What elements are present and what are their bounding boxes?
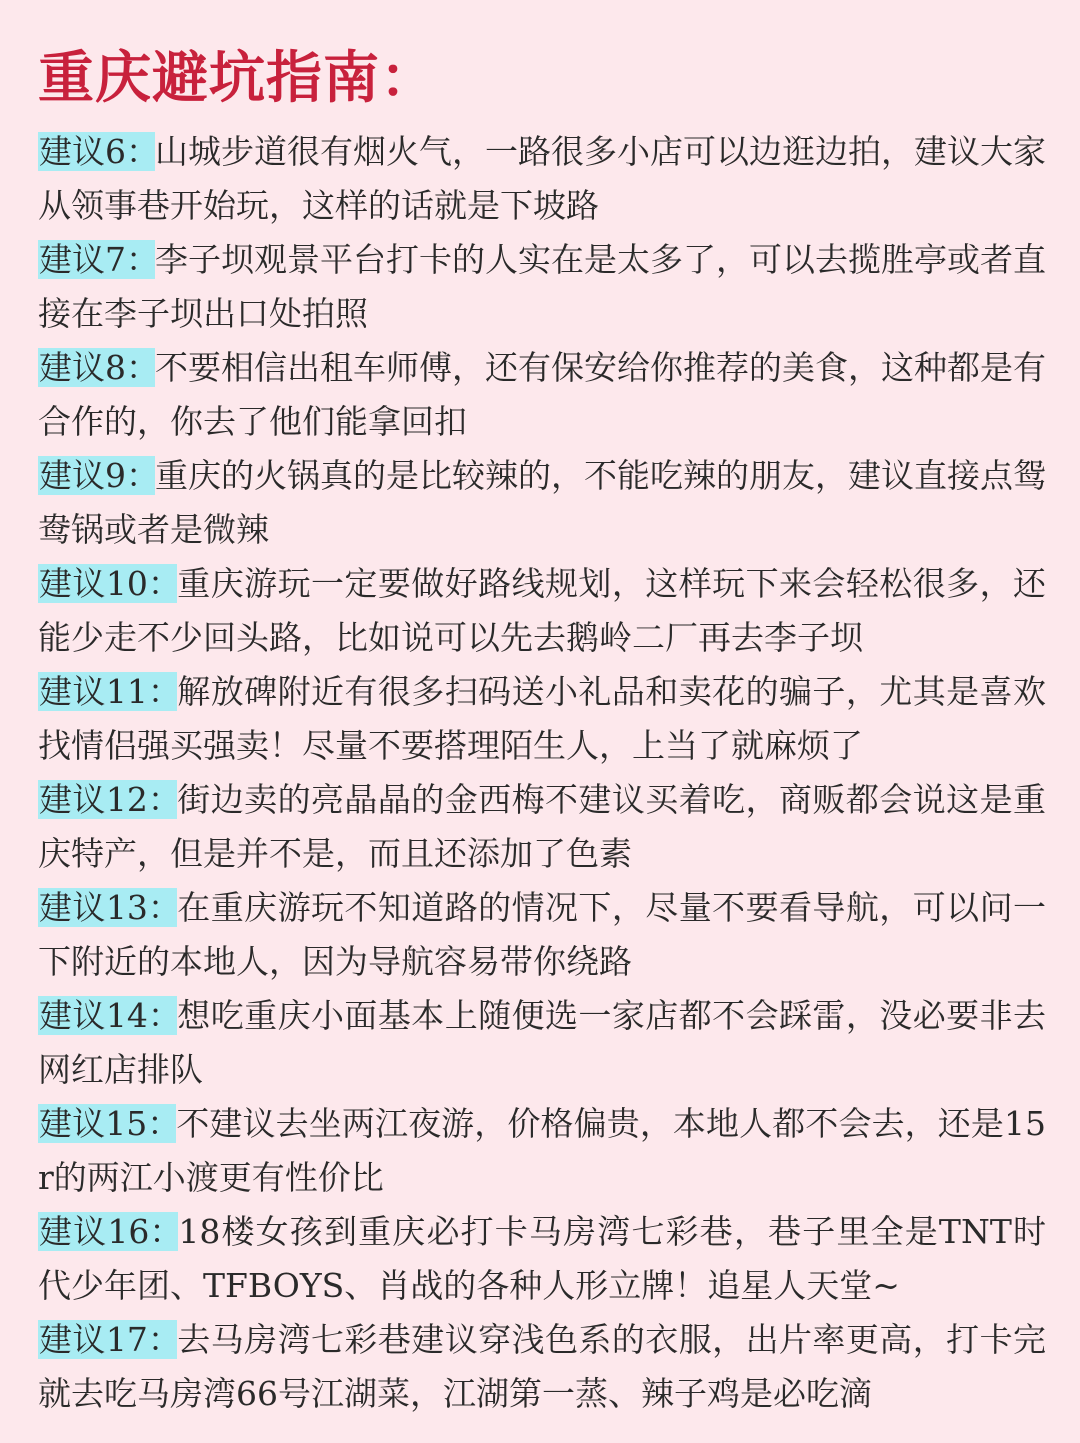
tip-label-text: 建议12 bbox=[39, 780, 148, 819]
tip-colon: ： bbox=[126, 132, 159, 171]
tip-colon: ： bbox=[147, 888, 181, 927]
tip-item bbox=[38, 125, 1046, 233]
tip-colon: ： bbox=[147, 564, 181, 603]
tip-label-text: 建议16 bbox=[39, 1212, 150, 1251]
tip-item bbox=[38, 1313, 1046, 1421]
tip-item bbox=[38, 1097, 1046, 1205]
tip-colon: ： bbox=[147, 1320, 181, 1359]
tip-label bbox=[38, 456, 159, 495]
tip-label-text: 建议11 bbox=[39, 672, 148, 711]
tip-colon: ： bbox=[126, 456, 159, 495]
tip-label bbox=[38, 1104, 181, 1143]
tip-label bbox=[38, 672, 181, 711]
tip-label bbox=[38, 240, 159, 279]
page-title: 重庆避坑指南： bbox=[38, 45, 437, 111]
tip-text: 去马房湾七彩巷建议穿浅色系的衣服，出片率更高，打卡完就去吃马房湾66号江湖菜，江湖第一蒸、辣子鸡是必吃滴 bbox=[38, 1320, 1047, 1413]
tip-label bbox=[38, 780, 181, 819]
tip-label-text: 建议7 bbox=[39, 240, 126, 279]
tip-item bbox=[38, 1205, 1046, 1313]
tip-label-text: 建议17 bbox=[39, 1320, 148, 1359]
tip-label bbox=[38, 564, 181, 603]
tip-item bbox=[38, 773, 1046, 881]
tip-label-text: 建议14 bbox=[39, 996, 148, 1035]
tip-label bbox=[38, 132, 159, 171]
tip-item bbox=[38, 989, 1046, 1097]
tip-colon: ： bbox=[126, 348, 159, 387]
tip-colon: ： bbox=[147, 672, 181, 711]
tip-text: 重庆游玩一定要做好路线规划，这样玩下来会轻松很多，还能少走不少回头路，比如说可以先去鹅岭二厂再去李子坝 bbox=[38, 564, 1047, 657]
tip-label-text: 建议13 bbox=[39, 888, 148, 927]
tip-label-text: 建议10 bbox=[39, 564, 148, 603]
tip-item bbox=[38, 881, 1046, 989]
tip-colon: ： bbox=[147, 780, 181, 819]
tip-item bbox=[38, 341, 1046, 449]
tip-item bbox=[38, 665, 1046, 773]
tip-colon: ： bbox=[147, 1104, 181, 1143]
tip-text: 解放碑附近有很多扫码送小礼品和卖花的骗子，尤其是喜欢找情侣强买强卖！尽量不要搭理陌生人，上当了就麻烦了 bbox=[38, 672, 1047, 765]
tip-text: 想吃重庆小面基本上随便选一家店都不会踩雷，没必要非去网红店排队 bbox=[38, 996, 1047, 1089]
tip-text: 街边卖的亮晶晶的金西梅不建议买着吃，商贩都会说这是重庆特产，但是并不是，而且还添加了色素 bbox=[38, 780, 1047, 873]
tip-label-text: 建议9 bbox=[39, 456, 126, 495]
tip-label bbox=[38, 1320, 181, 1359]
tip-text: 不建议去坐两江夜游，价格偏贵，本地人都不会去，还是15r的两江小渡更有性价比 bbox=[38, 1104, 1046, 1197]
tip-label-text: 建议6 bbox=[39, 132, 126, 171]
tip-item bbox=[38, 233, 1046, 341]
tip-colon: ： bbox=[126, 240, 159, 279]
tip-text: 在重庆游玩不知道路的情况下，尽量不要看导航，可以问一下附近的本地人，因为导航容易带你绕路 bbox=[38, 888, 1047, 981]
tip-text: 不要相信出租车师傅，还有保安给你推荐的美食，这种都是有合作的，你去了他们能拿回扣 bbox=[38, 348, 1046, 441]
tip-colon: ： bbox=[147, 996, 181, 1035]
tip-label bbox=[38, 348, 159, 387]
tip-item bbox=[38, 557, 1046, 665]
tip-text: 山城步道很有烟火气，一路很多小店可以边逛边拍，建议大家从领事巷开始玩，这样的话就是下坡路 bbox=[38, 132, 1046, 225]
tip-text: 重庆的火锅真的是比较辣的，不能吃辣的朋友，建议直接点鸳鸯锅或者是微辣 bbox=[38, 456, 1046, 549]
tips-list bbox=[38, 125, 1047, 1421]
tip-label-text: 建议8 bbox=[39, 348, 126, 387]
tip-label bbox=[38, 888, 181, 927]
tip-item bbox=[38, 449, 1046, 557]
tip-label-text: 建议15 bbox=[39, 1104, 148, 1143]
tip-label bbox=[38, 996, 181, 1035]
tip-label bbox=[38, 1212, 183, 1251]
tip-text: 18楼女孩到重庆必打卡马房湾七彩巷，巷子里全是TNT时代少年团、TFBOYS、肖战的各种人形立牌！追星人天堂~ bbox=[38, 1212, 1046, 1305]
tip-colon: ： bbox=[149, 1212, 183, 1251]
tip-text: 李子坝观景平台打卡的人实在是太多了，可以去揽胜亭或者直接在李子坝出口处拍照 bbox=[38, 240, 1046, 333]
